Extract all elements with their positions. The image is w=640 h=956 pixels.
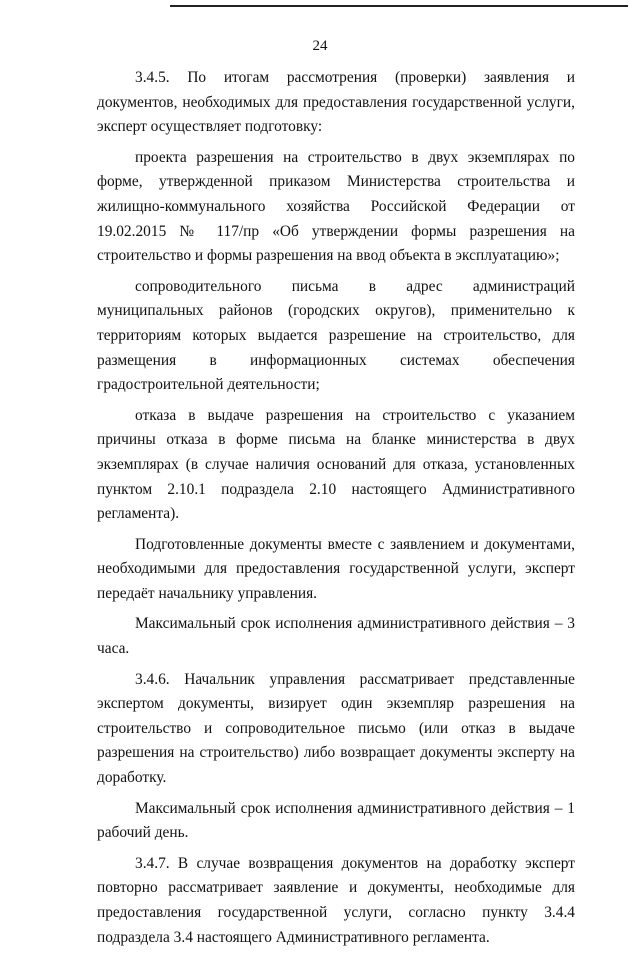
paragraph-cover-letter: сопроводительного письма в адрес администраций муниципальных районов (городских округов), применительно к территориям которых выдается разрешение на строительство, для размещения в информационных системах обеспечения градостроительной деятельности; [97, 277, 575, 394]
paragraph-prepared-documents: Подготовленные документы вместе с заявлением и документами, необходимыми для предоставления государственной услуги, эксперт передаёт начальнику управления. [97, 535, 575, 602]
paragraph-draft-permit: проекта разрешения на строительство в двух экземплярах по форме, утвержденной приказом Министерства строительства и жилищно-коммунального хозяйства Российской Федерации от 19.02.2015 № 117/пр «Об утверждении формы разрешения на строительство и формы разрешения на ввод объекта в эксплуатацию»; [97, 148, 575, 265]
paragraph-deadline-3-hours: Максимальный срок исполнения административного действия – 3 часа. [97, 615, 575, 658]
paragraph-3-4-7: 3.4.7. В случае возвращения документов на доработку эксперт повторно рассматривает заявление и документы, необходимые для предоставления государственной услуги, согласно пункту 3.4.4 подраздела 3.4 настоящего Административного регламента. [97, 854, 575, 946]
paragraph-3-4-6: 3.4.6. Начальник управления рассматривает представленные экспертом документы, визирует один экземпляр разрешения на строительство и сопроводительное письмо (или отказ в выдаче разрешения на строительство) либо возвращает документы эксперту на доработку. [97, 670, 575, 787]
paragraph-refusal: отказа в выдаче разрешения на строительство с указанием причины отказа в форме письма на бланке министерства в двух экземплярах (в случае наличия оснований для отказа, установленных пунктом 2.10.1 подраздела 2.10 настоящего Административного регламента). [97, 406, 575, 523]
paragraph-3-4-5: 3.4.5. По итогам рассмотрения (проверки) заявления и документов, необходимых для предоставления государственной услуги, эксперт осуществляет подготовку: [97, 69, 575, 136]
document-body [97, 66, 575, 956]
paragraph-deadline-1-day: Максимальный срок исполнения административного действия – 1 рабочий день. [97, 799, 575, 842]
top-rule [170, 5, 628, 7]
page-number: 24 [312, 38, 328, 54]
